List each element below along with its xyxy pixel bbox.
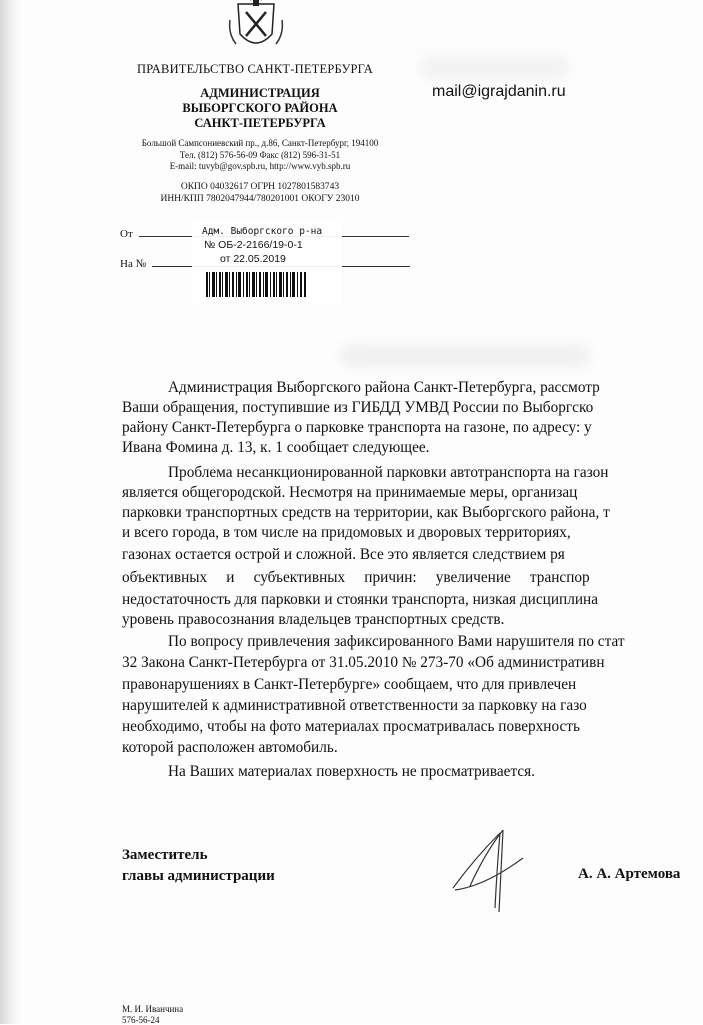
signatory-title-line-2: главы администрации (122, 868, 275, 884)
handwritten-signature (445, 828, 525, 913)
body-line: Ивана Фомина д. 13, к. 1 сообщает следующее. (122, 439, 430, 456)
body-line: 32 Закона Санкт-Петербурга от 31.05.2010 № 273-70 «Об административн (122, 654, 605, 671)
body-line: и всего города, в том числе на придомовых и дворовых территориях, (122, 524, 571, 541)
reference-label: На № (120, 258, 147, 270)
admin-line-3: САНКТ-ПЕТЕРБУРГА (194, 116, 326, 130)
redacted-area (420, 55, 570, 79)
body-line: району Санкт-Петербурга о парковке транспорта на газоне, по адресу: у (122, 419, 592, 436)
body-line: газонах остается острой и сложной. Все это является следствием ря (122, 546, 565, 563)
registration-codes (105, 181, 415, 205)
body-line: Ваши обращения, поступившие из ГИБДД УМВД России по Выборгско (122, 399, 594, 416)
stamp-line-1: Адм. Выборгского р-на (202, 226, 323, 237)
signatory-name: А. А. Артемова (578, 866, 681, 882)
body-line: которой расположен автомобиль. (122, 739, 338, 756)
from-label: От (120, 228, 133, 240)
redacted-area-2 (340, 345, 590, 367)
scan-edge-shadow (0, 0, 22, 1024)
body-line: Проблема несанкционированной парковки автотранспорта на газон (168, 464, 609, 481)
codes-line-2: ИНН/КПП 7802047944/780201001 ОКОГУ 23010 (160, 194, 360, 204)
body-line: недостаточность для парковки и стоянки транспорта, низкая дисциплина (122, 591, 598, 608)
stamp-line-2: № ОБ-2-2166/19-0-1 (204, 239, 303, 251)
signatory-title (122, 845, 275, 887)
admin-line-2: ВЫБОРГСКОГО РАЙОНА (182, 101, 338, 115)
body-line: необходимо, чтобы на фото материалах просматривалась поверхность (122, 718, 580, 735)
barcode (206, 272, 306, 297)
address: Большой Сампсониевский пр., д.86, Санкт-Петербург, 194100 (141, 138, 379, 148)
executor-name: М. И. Иванчина (122, 1004, 184, 1014)
codes-line-1: ОКПО 04032617 ОГРН 1027801583743 (180, 182, 340, 192)
body-line: является общегородской. Несмотря на принимаемые меры, организац (122, 484, 578, 501)
phones: Тел. (812) 576-56-09 Факс (812) 596-31-51 (179, 149, 341, 160)
body-line: Администрация Выборгского района Санкт-Петербурга, рассмотр (168, 379, 600, 396)
email-web: E-mail: tuvyb@gov.spb.ru, http://www.vyb.spb.ru (169, 161, 351, 171)
body-line: На Ваших материалах поверхность не просматривается. (168, 763, 535, 780)
address-block (105, 138, 415, 173)
stamp-line-3: от 22.05.2019 (220, 253, 286, 265)
body-line: нарушителей к административной ответственности за парковку на газо (122, 697, 587, 714)
body-line: объективных и субъективных причин: увеличение транспор (122, 569, 590, 586)
admin-line-1: АДМИНИСТРАЦИЯ (200, 86, 320, 100)
spb-coat-of-arms-icon (228, 0, 284, 56)
body-line: правонарушениях в Санкт-Петербурге» сообщаем, что для привлечен (122, 676, 577, 693)
body-line: парковки транспортных средств на территории, как Выборгского района, т (122, 504, 610, 521)
recipient-email: mail@igrajdanin.ru (432, 83, 566, 100)
body-line: уровень правосознания владельцев транспортных средств. (122, 611, 505, 628)
administration-name (150, 86, 370, 131)
executor-phone: 576-56-24 (122, 1015, 160, 1025)
body-line: По вопросу привлечения зафиксированного Вами нарушителя по стат (168, 633, 625, 650)
government-name: ПРАВИТЕЛЬСТВО САНКТ-ПЕТЕРБУРГА (137, 62, 373, 76)
signatory-title-line-1: Заместитель (122, 847, 208, 863)
